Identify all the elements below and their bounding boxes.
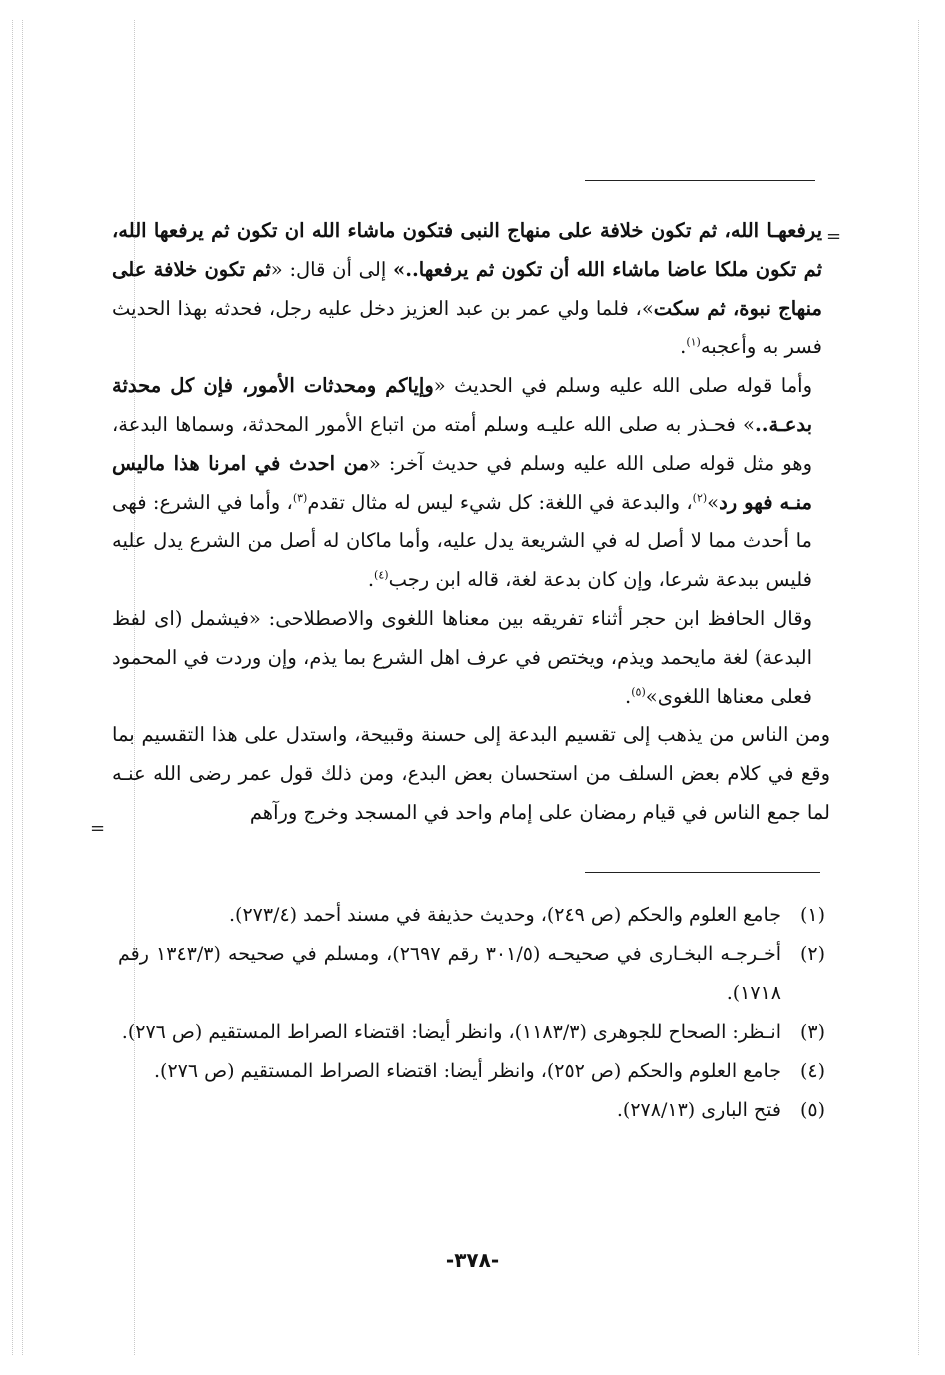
- body-text: [112, 212, 830, 833]
- footnote-text: فتح البارى (٢٧٨/١٣).: [616, 1099, 781, 1121]
- footnote-number: (١): [799, 904, 825, 926]
- text-run: ثم تكون خلافة على منهاج نبوة، ثم سكت: [112, 257, 822, 320]
- text-run: وأما قوله صلى الله عليه وسلم في الحديث «: [433, 374, 812, 398]
- footnote-separator-rule: [585, 872, 820, 873]
- footnote: [118, 1091, 825, 1130]
- text-run: .: [625, 684, 632, 708]
- text-run: ومن الناس من يذهب إلى تقسيم البدعة إلى حسنة وقبيحة، واستدل على هذا التقسيم بما وقع في كلام بعض السلف من استحسان بعض البدع، ومن ذلك قول عمر رضى الله عنـه لما جمع الناس في قيام رمضان على إمام واحد في المسجد وخرج ورآهم: [112, 723, 830, 824]
- footnote-ref: (٣): [292, 491, 308, 505]
- text-run: » فحـذر به صلى الله عليـه وسلم أمته من اتباع الأمور المحدثة، وسماها البدعة، وهو مثل قوله صلى الله عليه وسلم في حديث آخر: «: [112, 412, 812, 475]
- text-run: ، وأما في الشرع: فهى ما أحدث مما لا أصل له في الشريعة يدل عليه، وأما ماكان له أصل من الشرع يدل عليه فليس ببدعة شرعا، وإن كان بدعة لغة، قاله ابن رجب: [112, 490, 812, 592]
- scan-edge-dots: [918, 20, 919, 1355]
- page-number: -٣٧٨-: [445, 1248, 500, 1272]
- text-run: .: [367, 568, 375, 592]
- footnote-number: (٢): [799, 943, 825, 965]
- paragraph: [112, 716, 830, 832]
- footnote-number: (٤): [799, 1060, 825, 1082]
- text-run: ، والبدعة في اللغة: كل شيء ليس له مثال تقدم: [307, 490, 693, 514]
- footnote: [118, 896, 825, 935]
- footnote: [118, 935, 825, 1013]
- footnote-text: جامع العلوم والحكم (ص ٢٤٩)، وحديث حذيفة في مسند أحمد (٢٧٣/٤).: [228, 904, 781, 926]
- footnotes: [118, 896, 825, 1130]
- footnote-ref: (٢): [692, 491, 708, 505]
- scan-edge-dots: [22, 20, 23, 1355]
- scan-edge-dots: [12, 20, 13, 1355]
- continuation-mark-bottom: =: [90, 818, 106, 839]
- paragraph: [112, 600, 812, 716]
- footnote: [118, 1052, 825, 1091]
- footnote-ref: (١): [686, 335, 701, 349]
- text-run: .: [680, 335, 687, 359]
- paragraph: [112, 212, 822, 367]
- text-run: وإياكم ومحدثات الأمور، فإن كل محدثة بدعـة..: [112, 374, 812, 436]
- text-run: وقال الحافظ ابن حجر أثناء تفريقه بين معناها اللغوى والاصطلاحى: «فيشمل (اى لفظ البدعة) لغة مايحمد ويذم، ويختص في عرف اهل الشرع بما يذم، وإن وردت في المحمود فعلى معناها اللغوى»: [112, 606, 812, 708]
- footnote-text: انـظر: الصحاح للجوهرى (١١٨٣/٣)، وانظر أيضا: اقتضاء الصراط المستقيم (ص ٢٧٦).: [121, 1021, 781, 1043]
- footnote-text: جامع العلوم والحكم (ص ٢٥٢)، وانظر أيضا: اقتضاء الصراط المستقيم (ص ٢٧٦).: [154, 1060, 781, 1082]
- footnote: [118, 1013, 825, 1052]
- text-run: إلى أن قال: «: [270, 257, 393, 281]
- text-run: »، فلما ولي عمر بن عبد العزيز دخل عليه رجل، فحدثه بهذا الحديث فسر به وأعجبه: [112, 296, 822, 359]
- footnote-number: (٥): [799, 1099, 825, 1121]
- continuation-mark-top: =: [826, 226, 842, 247]
- paragraph: [112, 367, 812, 600]
- footnote-ref: (٤): [374, 568, 389, 582]
- text-run: يرفعهـا الله، ثم تكون خلافة على منهاج النبى فتكون ماشاء الله ان تكون ثم يرفعها الله، ثم تكون ملكا عاضا ماشاء الله أن تكون ثم يرفعها..»: [112, 219, 823, 281]
- footnote-text: أخـرجـه البخـارى في صحيحـه (٣٠١/٥ رقم ٢٦٩٧)، ومسلم في صحيحه (١٣٤٣/٣ رقم ١٧١٨).: [118, 943, 782, 1004]
- text-run: »: [707, 490, 720, 514]
- footnote-number: (٣): [799, 1021, 825, 1043]
- footnote-ref: (٥): [631, 685, 646, 699]
- top-separator-rule: [585, 180, 815, 181]
- text-run: من احدث في امرنا هذا ماليس منـه فهو رد: [112, 451, 812, 514]
